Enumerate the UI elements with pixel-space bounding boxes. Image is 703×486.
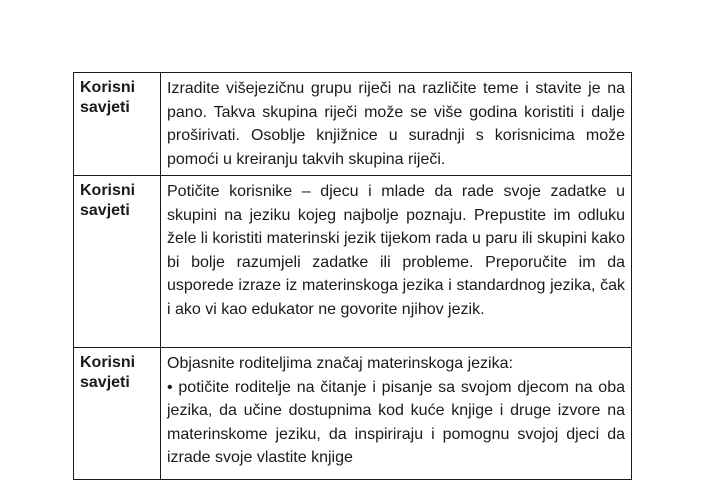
table-row — [74, 348, 632, 480]
table-row — [74, 73, 632, 176]
row-text: Objasnite roditeljima značaj materinskoga jezika: • potičite roditelje na čitanje i pisanje sa svojom djecom na oba jezika, da učine dostupnima kod kuće knjige i druge izvore na materinskome jeziku, da inspiriraju i pomognu svojoj djeci da izrade svoje vlastite knjige — [167, 355, 625, 467]
tips-table — [73, 72, 632, 480]
row-text: Potičite korisnike – djecu i mlade da rade svoje zadatke u skupini na jeziku kojeg najbolje poznaju. Prepustite im odluku žele li koristiti materinski jezik tijekom rada u paru ili skupini kako bi bolje razumjeli zadatke ili probleme. Preporučite im da usporede izraze iz materinskoga jezika i standardnog jezika, čak i ako vi kao edukator ne govorite njihov jezik. — [167, 183, 625, 318]
row-text: Izradite višejezičnu grupu riječi na različite teme i stavite je na pano. Takva skupina riječi može se više godina koristiti i dalje proširivati. Osoblje knjižnice u suradnji s korisnicima može pomoći u kreiranju takvih skupina riječi. — [167, 80, 625, 168]
row-label: Korisni savjeti — [80, 79, 136, 116]
text-cell — [161, 73, 632, 176]
text-cell — [161, 348, 632, 480]
label-cell — [74, 348, 161, 480]
row-label: Korisni savjeti — [80, 182, 136, 219]
table-row — [74, 176, 632, 348]
label-cell — [74, 176, 161, 348]
text-cell — [161, 176, 632, 348]
label-cell — [74, 73, 161, 176]
row-label: Korisni savjeti — [80, 354, 136, 391]
